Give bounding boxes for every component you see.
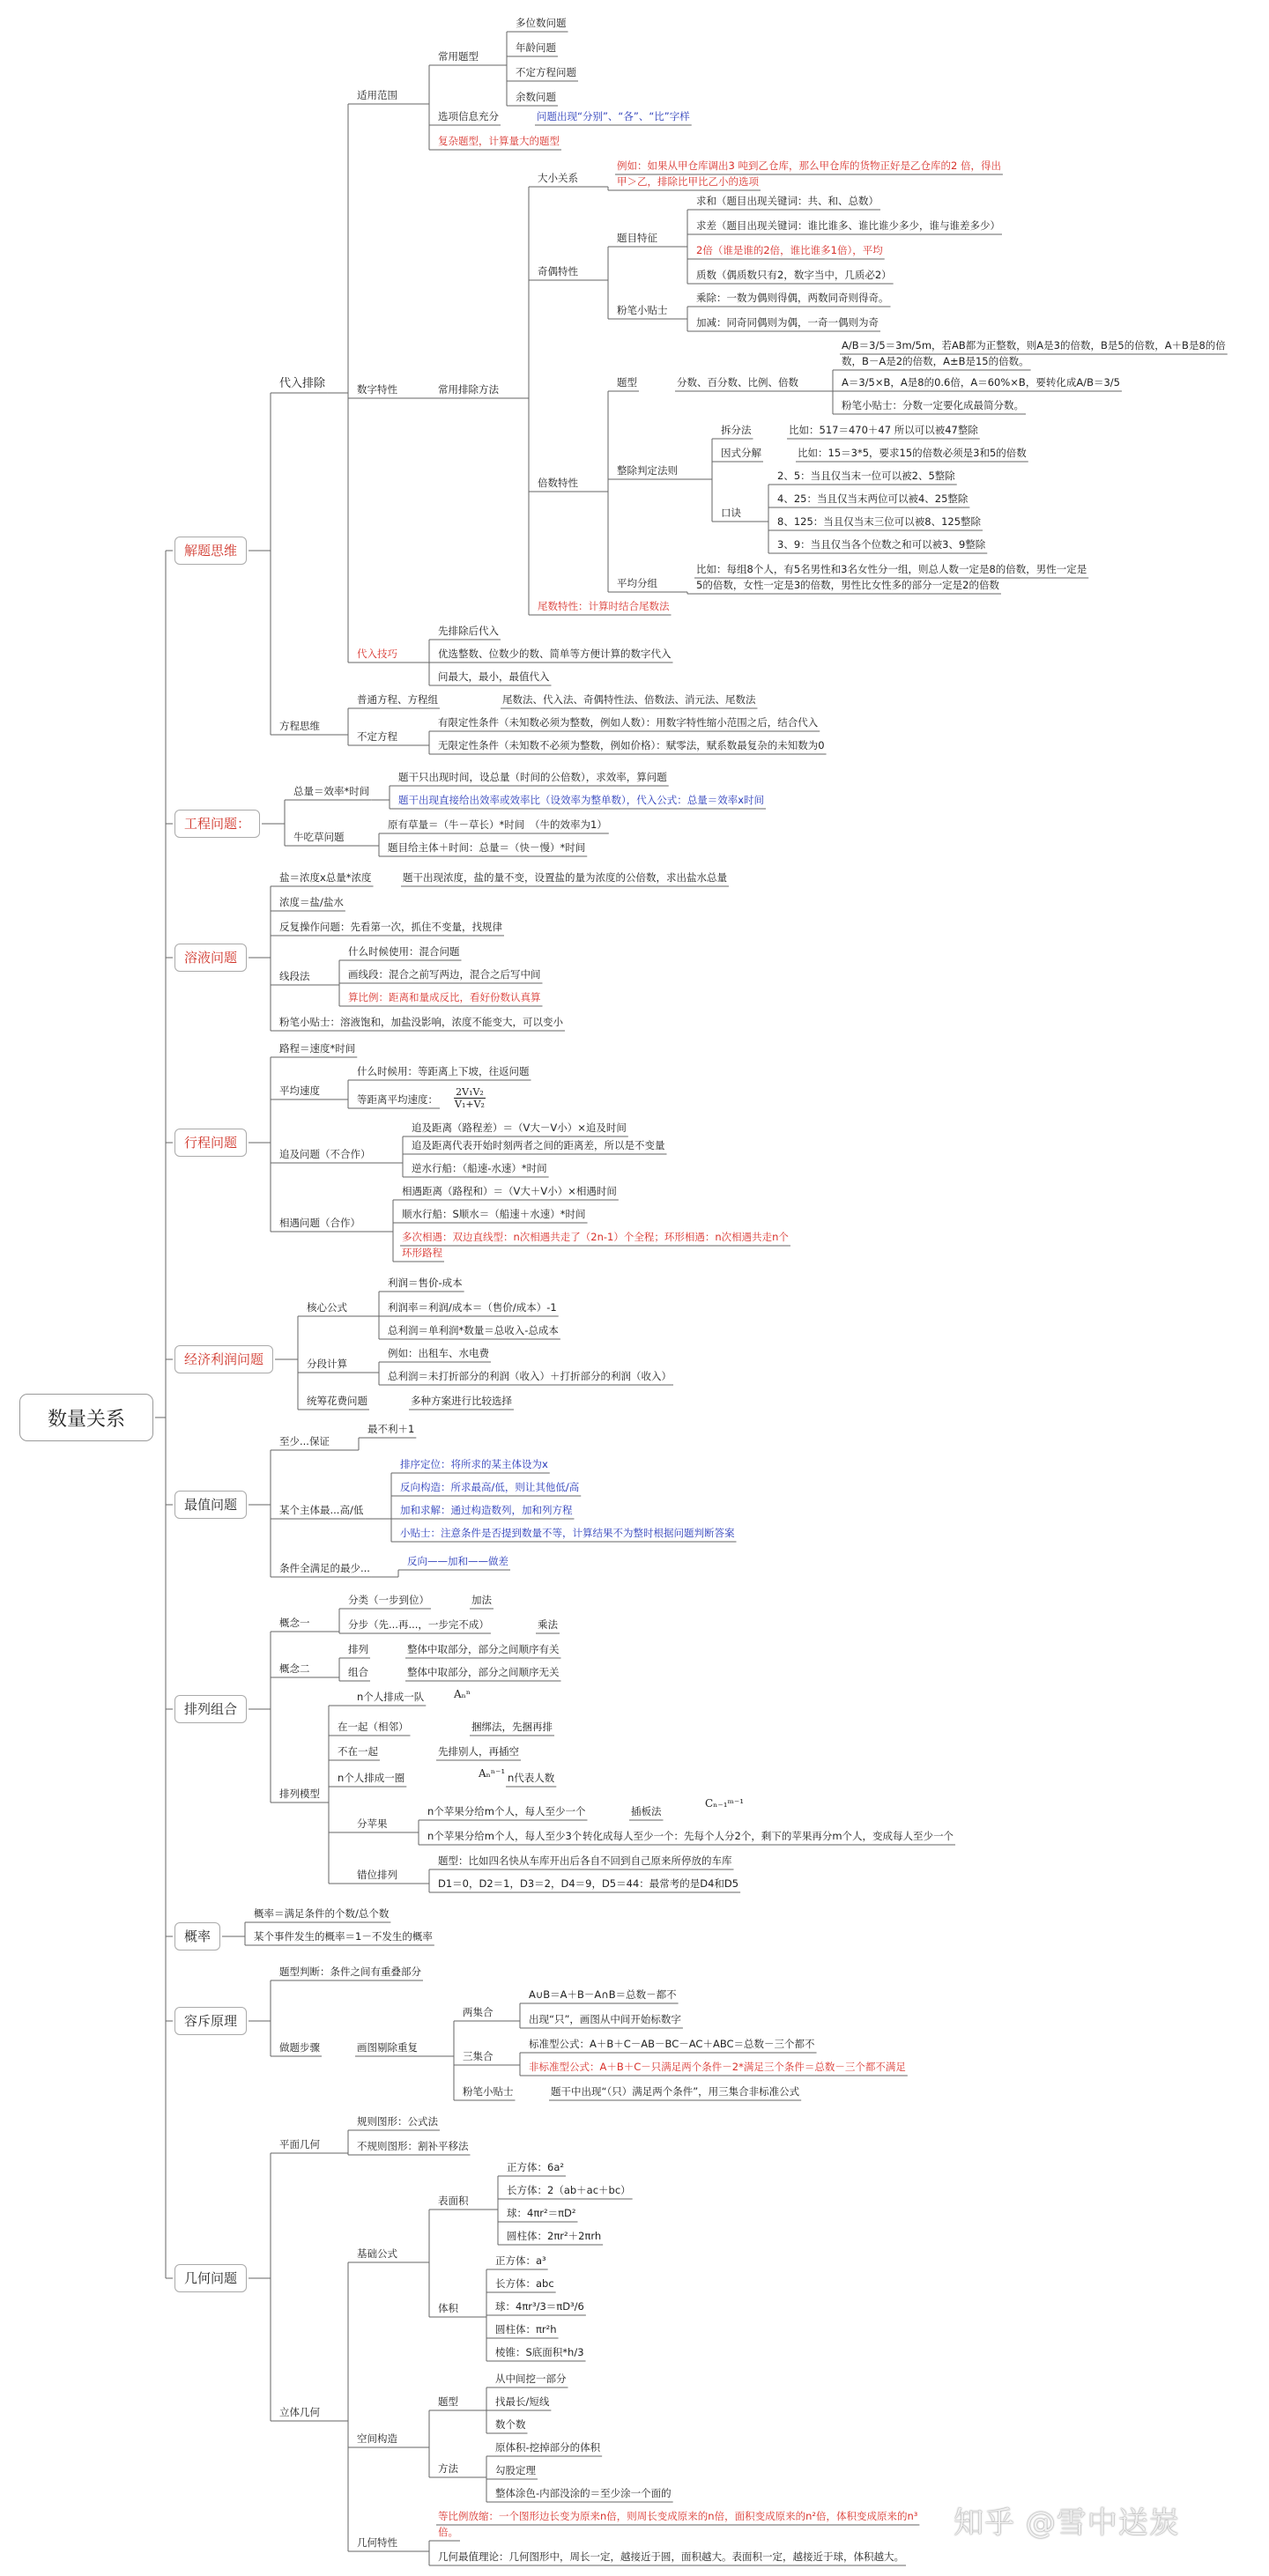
node-zj-1: 追及距离（路程差）＝（V大－V小）×追及时间 [412, 1121, 627, 1134]
node-daxiao-desc2: 甲＞乙，排除比甲比乙小的选项 [617, 175, 759, 188]
node-zl-1: 题干只出现时间，设总量（时间的公倍数），求效率，算问题 [398, 771, 667, 783]
node-cw-2: D1＝0，D2＝1，D3＝2，D4＝9，D5＝44：最常考的是D4和D5 [438, 1877, 739, 1890]
node-pm-2: 不在一起 [338, 1745, 378, 1758]
node-changyong-tixing: 常用题型 [438, 50, 479, 63]
node-xd-3: 算比例：距离和量成反比，看好份数认真算 [348, 991, 541, 1003]
node-pingmian: 平面几何 [279, 2138, 320, 2150]
node-budingfc: 不定方程 [357, 730, 397, 743]
node-t-3: 圆柱体：πr²h [495, 2323, 557, 2335]
node-rc-fenbi: 粉笔小贴士 [463, 2085, 514, 2098]
node-gn1b2: 乘法 [538, 1618, 558, 1631]
node-cw-1: 题型：比如四名快从车库开出后各自不回到自己原来所停放的车库 [438, 1854, 732, 1867]
node-daxiao-desc1: 例如：如果从甲仓库调出3 吨到乙仓库，那么甲仓库的货物正好是乙仓库的2 倍，得出 [617, 159, 1001, 172]
node-beishu: 倍数特性 [538, 477, 578, 489]
node-t-1: 长方体：abc [495, 2277, 554, 2290]
node-timu: 题目特征 [617, 232, 657, 244]
node-gn2: 概念二 [279, 1662, 310, 1675]
node-weishu: 尾数特性：计算时结合尾数法 [538, 600, 670, 612]
node-yinshi: 因式分解 [721, 447, 761, 459]
node-jihetexing: 几何特性 [357, 2536, 397, 2549]
node-jichu: 基础公式 [357, 2247, 397, 2260]
node-tiji: 体积 [438, 2302, 458, 2314]
node-fenpingguo: 分苹果 [357, 1817, 388, 1830]
node-jiqiao-2: 问最大，最小，最值代入 [438, 670, 550, 683]
node-r2: 浓度＝盐/盐水 [279, 896, 344, 908]
node-pingjun-2: 5的倍数，女性一定是3的倍数，男性比女性多的部分一定是2的倍数 [696, 579, 999, 591]
node-p-2: 不规则图形：割补平移法 [357, 2140, 469, 2152]
category-rongchi: 容斥原理 [174, 2007, 247, 2035]
node-kj-tixing: 题型 [438, 2395, 458, 2408]
node-fp-2b: 转化成每人至少一个：先每个人分2个，剩下的苹果再分m个人，变成每人至少一个 [583, 1830, 954, 1842]
node-yinshi-desc: 比如：15＝3*5，要求15的倍数必须是3和5的倍数 [798, 447, 1027, 459]
node-zl-2: 题干出现直接给出效率或效率比（设效率为整单数），代入公式：总量＝效率x时间 [398, 794, 765, 806]
node-l-1: A∪B＝A＋B－A∩B＝总数－都不 [529, 1988, 677, 2001]
node-g-2: 某个事件发生的概率＝1－不发生的概率 [254, 1930, 433, 1943]
node-kou-0: 2、5：当且仅当末一位可以被2、5整除 [777, 470, 955, 482]
node-san: 三集合 [463, 2050, 494, 2062]
node-nc-2: 题目给主体＋时间：总量＝（快－慢）*时间 [388, 841, 586, 854]
category-gailv: 概率 [174, 1922, 220, 1951]
node-tixing2: 题型 [617, 376, 637, 389]
node-pm-1b: 捆绑法，先捆再排 [471, 1721, 553, 1733]
node-gn1a2: 加法 [471, 1594, 492, 1606]
node-kou-3: 3、9：当且仅当各个位数之和可以被3、9整除 [777, 538, 986, 551]
formula-numerator: 2V₁V₂ [456, 1086, 484, 1098]
node-zs-1: 最不利＋1 [367, 1423, 415, 1435]
node-m-3: 加和求解：通过构造数列，加和列方程 [400, 1504, 573, 1516]
node-bilv-2: 数，B－A是2的倍数，A±B是15的倍数。 [842, 355, 1029, 367]
node-r1-desc: 题干出现浓度，盐的量不变，设置盐的量为浓度的公倍数，求出盐水总量 [403, 871, 727, 884]
node-f-1: 例如：出租车、水电费 [388, 1347, 489, 1359]
node-chengfa: 乘除：一数为偶则得偶，两数同奇则得奇。 [696, 292, 889, 304]
node-daxiao: 大小关系 [538, 172, 578, 184]
node-beishu2: 2倍（谁是谁的2倍，谁比谁多1倍），平均 [696, 244, 883, 256]
node-tixing-0: 多位数问题 [516, 17, 567, 29]
node-bilv-4: 粉笔小贴士：分数一定要化成最简分数。 [842, 399, 1024, 411]
node-biaomian: 表面积 [438, 2195, 469, 2207]
node-hexin: 核心公式 [307, 1301, 347, 1314]
node-fc-methods: 尾数法、代入法、奇偶特性法、倍数法、消元法、尾数法 [502, 693, 756, 706]
node-l-2: 出现“只”，画图从中间开始标数字 [529, 2013, 681, 2025]
node-daiyu-jiqiao: 代入技巧 [357, 648, 397, 660]
category-rongye: 溶液问题 [174, 944, 247, 972]
node-kt-2: 数个数 [495, 2418, 526, 2431]
node-niuchi: 牛吃草问题 [293, 831, 345, 843]
node-zj-2: 追及距离代表开始时刻两者之间的距离差，所以是不变量 [412, 1139, 665, 1151]
node-h-2: 利润率＝利润/成本＝（售价/成本）-1 [388, 1301, 557, 1314]
node-qiuhe: 求和（题目出现关键词：共、和、总数） [696, 195, 879, 207]
node-chaifen-desc: 比如：517＝470＋47 所以可以被47整除 [789, 424, 978, 436]
node-gn1: 概念一 [279, 1617, 310, 1629]
node-shuzi: 数字特性 [357, 383, 397, 396]
node-b-0: 正方体：6a² [507, 2161, 564, 2173]
node-jt-1b: 倍。 [438, 2526, 458, 2538]
node-gn2b: 组合 [348, 1666, 368, 1678]
node-fenbi: 粉笔小贴士 [617, 304, 668, 316]
node-xy-2: 顺水行船：S顺水＝（船速＋水速）*时间 [402, 1208, 586, 1220]
node-xd-1: 什么时候使用：混合问题 [348, 945, 460, 958]
node-kou-2: 8、125：当且仅当末三位可以被8、125整除 [777, 515, 982, 528]
node-r4: 粉笔小贴士：溶液饱和，加盐没影响，浓度不能变大，可以变小 [279, 1016, 563, 1028]
node-t-2: 球：4πr³/3＝πD³/6 [495, 2300, 584, 2313]
node-fc-types: 普通方程、方程组 [357, 693, 438, 706]
node-pingjun: 平均分组 [617, 577, 657, 589]
node-pm-2b: 先排别人，再插空 [438, 1745, 519, 1758]
node-gn2b2: 整体中取部分，部分之间顺序无关 [407, 1666, 560, 1678]
node-daiyu: 代入排除 [279, 377, 326, 390]
node-zhuiji: 追及问题（不合作） [279, 1148, 371, 1160]
node-zongliang: 总量＝效率*时间 [293, 785, 370, 797]
node-xiangyu: 相遇问题（合作） [279, 1217, 360, 1229]
node-xianduan: 线段法 [279, 970, 310, 982]
node-s-1: 标准型公式：A＋B＋C－AB－BC－AC＋ABC＝总数－三个都不 [529, 2038, 815, 2050]
node-zhishu: 质数（偶质数只有2，数字当中，几质必2） [696, 269, 892, 281]
node-r3: 反复操作问题：先看第一次，抓住不变量，找规律 [279, 921, 502, 933]
root-node: 数量关系 [19, 1394, 153, 1441]
node-xy-1: 相遇距离（路程和）＝（V大＋V小）×相遇时间 [402, 1185, 617, 1197]
node-shiyong: 适用范围 [357, 89, 397, 101]
node-xy-4: 环形路程 [402, 1247, 442, 1259]
node-m-1: 排序定位：将所求的某主体设为x [400, 1458, 548, 1470]
node-m-4: 小贴士：注意条件是否提到数量不等，计算结果不为整时根据问题判断答案 [400, 1527, 735, 1539]
node-chaifen: 拆分法 [721, 424, 752, 436]
node-kt-0: 从中间挖一部分 [495, 2372, 567, 2385]
node-pingjun-sudu: 平均速度 [279, 1084, 320, 1097]
node-pj-2: 等距离平均速度： [357, 1093, 438, 1106]
node-zhishao: 至少...保证 [279, 1435, 330, 1447]
node-tixing2-desc: 分数、百分数、比例、倍数 [677, 376, 798, 389]
formula-partition: Cₙ₋₁ᵐ⁻¹ [705, 1797, 745, 1810]
node-fp-1b: 插板法 [631, 1805, 662, 1817]
node-ff-1: 勾股定理 [495, 2464, 536, 2476]
node-pm-1: 在一起（相邻） [338, 1721, 409, 1733]
node-nc-1: 原有草量＝（牛－草长）*时间 （牛的效率为1） [388, 818, 607, 831]
node-zj-3: 逆水行船：（船速-水速）*时间 [412, 1162, 547, 1174]
node-gn2a2: 整体中取部分，部分之间顺序有关 [407, 1643, 560, 1655]
zhihu-watermark: 知乎 @雪中送炭 [954, 2506, 1180, 2541]
node-jiqiao-0: 先排除后代入 [438, 625, 499, 637]
node-zhengchu: 整除判定法则 [617, 464, 678, 477]
node-s-2: 非标准型公式：A＋B＋C－只满足两个条件－2*满足三个条件＝总数－三个都不满足 [529, 2061, 906, 2073]
node-g-1: 概率＝满足条件的个数/总个数 [254, 1907, 390, 1920]
node-liang: 两集合 [463, 2006, 494, 2018]
formula-circle-arrangement: Aₙⁿ⁻¹ [479, 1767, 506, 1780]
node-t-0: 正方体：a³ [495, 2254, 546, 2267]
node-fuza: 复杂题型，计算量大的题型 [438, 135, 560, 147]
node-h-1: 利润＝售价-成本 [388, 1277, 463, 1289]
node-xuanxiang-desc: 问题出现“分别”、“各”、“比”字样 [537, 110, 690, 122]
node-tixing-2: 不定方程问题 [516, 66, 576, 78]
node-jiqiao-1: 优选整数、位数少的数、简单等方便计算的数字代入 [438, 648, 672, 660]
node-pm-3b: n代表人数 [508, 1772, 555, 1784]
node-jt-2: 几何最值理论：几何图形中，周长一定，越接近于圆，面积越大。表面积一定，越接近于球，体积越大。 [438, 2550, 904, 2563]
node-line: n个人排成一队 [357, 1691, 425, 1703]
node-cuowei: 错位排列 [357, 1869, 397, 1881]
node-kt-1: 找最长/短线 [495, 2395, 550, 2408]
category-xingcheng: 行程问题 [174, 1129, 247, 1157]
node-r1: 盐＝浓度x总量*浓度 [279, 871, 372, 884]
node-gn1b: 分步（先...再...，一步完不成） [348, 1618, 489, 1631]
node-fenduan: 分段计算 [307, 1358, 347, 1370]
node-changyong-paichu: 常用排除方法 [438, 383, 499, 396]
node-ff-2: 整体涂色-内部没涂的＝至少涂一个面的 [495, 2487, 672, 2499]
node-huatu: 画图剔除重复 [357, 2041, 418, 2054]
node-p-1: 规则图形：公式法 [357, 2115, 438, 2128]
category-gongcheng: 工程问题： [174, 810, 260, 838]
node-gn1a: 分类（一步到位） [348, 1594, 429, 1606]
node-h-3: 总利润＝单利润*数量＝总收入-总成本 [388, 1324, 559, 1336]
node-bdfc-1: 有限定性条件（未知数必须为整数，例如人数）：用数字特性缩小范围之后，结合代入 [438, 716, 819, 729]
node-fb-1: 题干中出现“（只）满足两个条件”，用三集合非标准公式 [551, 2085, 800, 2098]
average-speed-formula [454, 1087, 486, 1109]
node-mougeti: 某个主体最...高/低 [279, 1504, 364, 1516]
formula-line-arrangement: Aₙⁿ [454, 1688, 471, 1700]
node-kou-1: 4、25：当且仅当末两位可以被4、25整除 [777, 492, 968, 505]
node-qiucha: 求差（题目出现关键词：谁比谁多、谁比谁少多少，谁与谁差多少） [696, 219, 1000, 232]
node-fp-2: n个苹果分给m个人，每人至少3个 [427, 1830, 583, 1842]
node-b-2: 球：4πr²＝πD² [507, 2207, 576, 2219]
node-xuanxiang: 选项信息充分 [438, 110, 499, 122]
node-kongjian: 空间构造 [357, 2432, 397, 2445]
node-liti: 立体几何 [279, 2406, 320, 2418]
category-zuizhi: 最值问题 [174, 1491, 247, 1519]
category-pailie: 排列组合 [174, 1695, 247, 1723]
node-bilv-1: A/B＝3/5＝3m/5m，若AB都为正整数，则A是3的倍数，B是5的倍数，A＋B是8的倍 [842, 339, 1226, 352]
node-jt-1: 等比例放缩：一个图形边长变为原来n倍，则周长变成原来的n倍，面积变成原来的n²倍，体积变成原来的n³ [438, 2510, 918, 2522]
node-fangfa: 方法 [438, 2462, 458, 2475]
category-jihe: 几何问题 [174, 2264, 247, 2292]
node-xy-3: 多次相遇：双边直线型：n次相遇共走了（2n-1）个全程；环形相遇：n次相遇共走n个 [402, 1231, 789, 1243]
node-bdfc-2: 无限定性条件（未知数不必须为整数，例如价格）：赋零法，赋系数最复杂的未知数为0 [438, 739, 825, 751]
node-xd-2: 画线段：混合之前写两边，混合之后写中间 [348, 968, 541, 981]
formula-denominator: V₁+V₂ [455, 1099, 485, 1110]
node-lucheng: 路程＝速度*时间 [279, 1042, 356, 1055]
node-t-4: 棱锥：S底面积*h/3 [495, 2346, 584, 2358]
node-f-2: 总利润＝未打折部分的利润（收入）＋打折部分的利润（收入） [388, 1370, 672, 1382]
node-tiaojian: 条件全满足的最少... [279, 1562, 370, 1574]
node-gn2a: 排列 [348, 1643, 368, 1655]
node-jiou: 奇偶特性 [538, 265, 578, 278]
node-fangcheng: 方程思维 [279, 720, 320, 732]
node-pm-3: n个人排成一圈 [338, 1772, 405, 1784]
node-bilv-3: A＝3/5×B，A是8的0.6倍，A＝60%×B，要转化成A/B＝3/5 [842, 376, 1120, 389]
node-pingjun-1: 比如：每组8个人，有5名男性和3名女性分一组，则总人数一定是8的倍数，男性一定是 [696, 563, 1087, 575]
node-tixing-3: 余数问题 [516, 91, 556, 103]
node-rc-tixing: 题型判断：条件之间有重叠部分 [279, 1965, 421, 1978]
node-ff-0: 原体积-挖掉部分的体积 [495, 2441, 601, 2454]
node-b-3: 圆柱体：2πr²＋2πrh [507, 2230, 602, 2242]
node-tongchou: 统筹花费问题 [307, 1395, 367, 1407]
node-fp-1: n个苹果分给m个人，每人至少一个 [427, 1805, 586, 1817]
node-tc-1: 多种方案进行比较选择 [411, 1395, 512, 1407]
node-koujue: 口诀 [721, 507, 741, 519]
node-zuoti: 做题步骤 [279, 2041, 320, 2054]
node-b-1: 长方体：2（ab＋ac＋bc） [507, 2184, 631, 2196]
node-moxing: 排列模型 [279, 1788, 320, 1800]
category-jieti: 解题思维 [174, 537, 247, 565]
node-tixing-1: 年龄问题 [516, 41, 556, 54]
node-tj-1: 反向——加和——做差 [407, 1555, 508, 1567]
node-m-2: 反向构造：所求最高/低，则让其他低/高 [400, 1481, 580, 1493]
node-jiafa: 加减：同奇同偶则为偶，一奇一偶则为奇 [696, 316, 879, 329]
node-pj-1: 什么时候用：等距离上下坡，往返问题 [357, 1065, 530, 1077]
category-jingji: 经济利润问题 [174, 1345, 273, 1373]
